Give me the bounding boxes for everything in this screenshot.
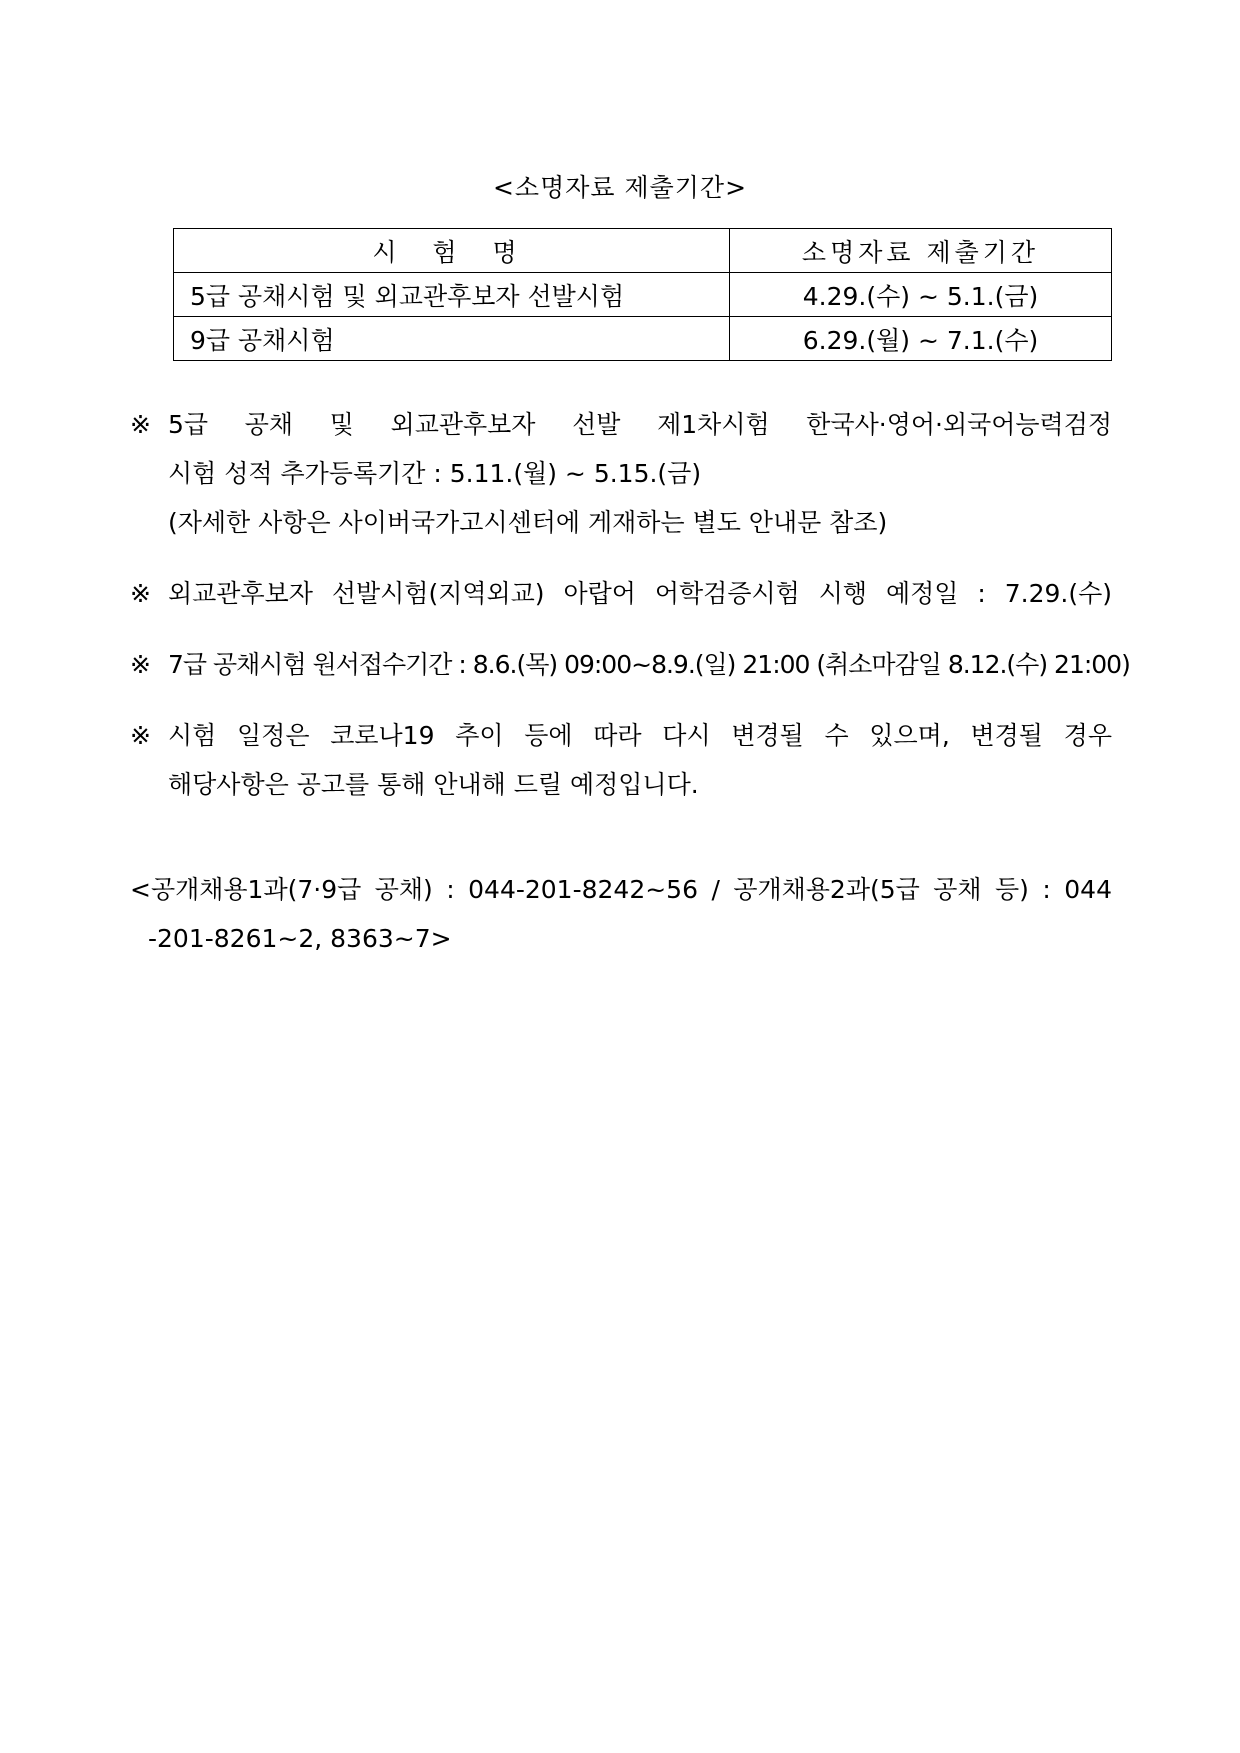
note-line: 시험 성적 추가등록기간 : 5.11.(월) ~ 5.15.(금) — [168, 459, 702, 488]
note-line: 5급 공채 및 외교관후보자 선발 제1차시험 한국사·영어·외국어능력검정 — [168, 410, 1112, 439]
contact-info — [130, 865, 1112, 963]
note-item — [130, 711, 1112, 809]
note-item — [130, 400, 1112, 547]
note-line: 7급 공채시험 원서접수기간 : 8.6.(목) 09:00~8.9.(일) 21:00 (취소마감일 8.12.(수) 21:00) — [168, 650, 1130, 679]
reference-mark: ※ — [130, 579, 151, 608]
period-cell: 6.29.(월) ~ 7.1.(수) — [730, 317, 1112, 361]
reference-mark: ※ — [130, 721, 151, 750]
table-row — [174, 273, 1112, 317]
note-item — [130, 569, 1112, 618]
header-submission-period: 소명자료 제출기간 — [730, 229, 1112, 273]
notes-list — [130, 400, 1130, 831]
note-line: 외교관후보자 선발시험(지역외교) 아랍어 어학검증시험 시행 예정일 : 7.29.(수) — [168, 579, 1112, 608]
note-line: (자세한 사항은 사이버국가고시센터에 게재하는 별도 안내문 참조) — [168, 508, 888, 537]
period-cell: 4.29.(수) ~ 5.1.(금) — [730, 273, 1112, 317]
table-header-row — [174, 229, 1112, 273]
contact-line: <공개채용1과(7·9급 공채) : 044-201-8242~56 / 공개채용2과(5급 공채 등) : 044 — [130, 875, 1112, 904]
reference-mark: ※ — [130, 650, 151, 679]
note-item — [130, 640, 1130, 689]
note-line: 해당사항은 공고를 통해 안내해 드릴 예정입니다. — [168, 770, 699, 799]
contact-line: -201-8261~2, 8363~7> — [148, 924, 452, 953]
header-exam-name: 시 험 명 — [174, 229, 730, 273]
note-line: 시험 일정은 코로나19 추이 등에 따라 다시 변경될 수 있으며, 변경될 경우 — [168, 721, 1112, 750]
table-row — [174, 317, 1112, 361]
submission-period-table — [173, 228, 1112, 361]
exam-name-cell: 9급 공채시험 — [174, 317, 730, 361]
reference-mark: ※ — [130, 410, 151, 439]
document-title: <소명자료 제출기간> — [492, 173, 748, 202]
exam-name-cell: 5급 공채시험 및 외교관후보자 선발시험 — [174, 273, 730, 317]
